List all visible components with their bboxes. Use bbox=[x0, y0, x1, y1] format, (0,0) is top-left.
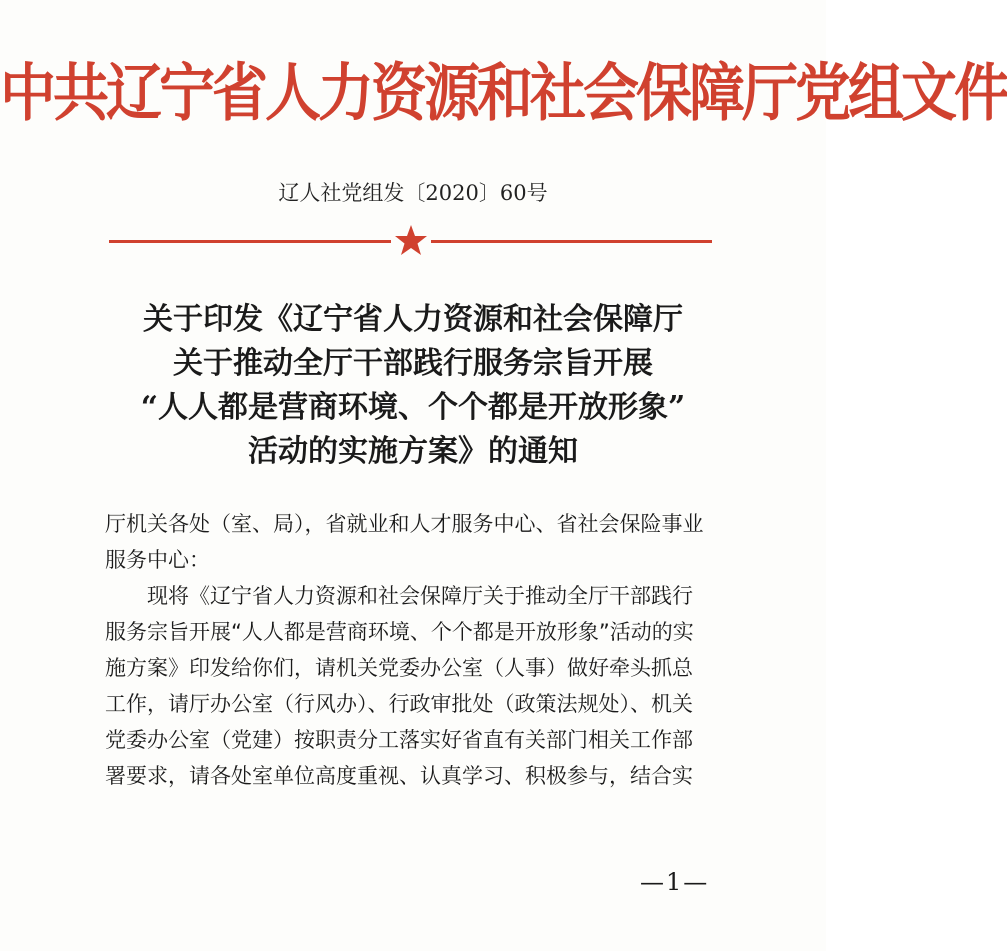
page-number: —1— bbox=[640, 868, 710, 896]
notice-title-line: 关于印发《辽宁省人力资源和社会保障厅 bbox=[143, 302, 683, 337]
notice-title-line: 关于推动全厅干部践行服务宗旨开展 bbox=[173, 346, 653, 381]
header-divider-right bbox=[431, 240, 712, 243]
notice-title bbox=[0, 298, 826, 474]
body-line: 署要求，请各处室单位高度重视、认真学习、积极参与，结合实 bbox=[105, 764, 693, 788]
body-line: 党委办公室（党建）按职责分工落实好省直有关部门相关工作部 bbox=[105, 728, 693, 752]
document-number: 辽人社党组发〔2020〕60号 bbox=[278, 181, 548, 205]
star-icon bbox=[394, 223, 428, 257]
header-divider-left bbox=[109, 240, 391, 243]
document-header-title: 中共辽宁省人力资源和社会保障厅党组文件 bbox=[0, 56, 1007, 131]
body-line: 服务中心： bbox=[105, 548, 210, 572]
body-line: 服务宗旨开展“人人都是营商环境、个个都是开放形象”活动的实 bbox=[105, 620, 694, 644]
body-line: 现将《辽宁省人力资源和社会保障厅关于推动全厅干部践行 bbox=[105, 584, 693, 608]
notice-title-line: 活动的实施方案》的通知 bbox=[248, 434, 578, 469]
body-line: 施方案》印发给你们，请机关党委办公室（人事）做好牵头抓总 bbox=[105, 656, 693, 680]
notice-title-line: “人人都是营商环境、个个都是开放形象” bbox=[140, 390, 686, 425]
notice-body bbox=[105, 506, 725, 794]
body-line: 工作，请厅办公室（行风办）、行政审批处（政策法规处）、机关 bbox=[105, 692, 693, 716]
body-line: 厅机关各处（室、局），省就业和人才服务中心、省社会保险事业 bbox=[105, 512, 704, 536]
